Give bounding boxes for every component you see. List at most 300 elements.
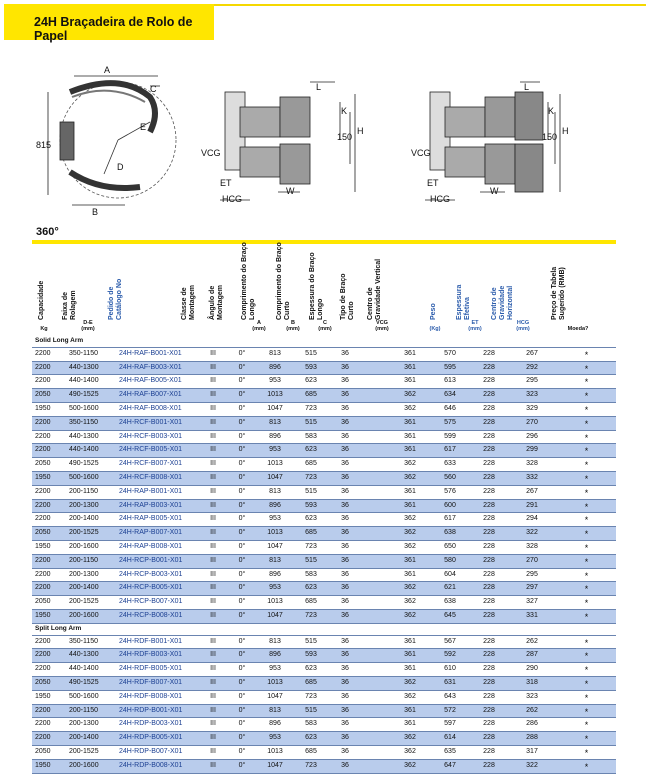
cell-capacidade: 2200	[32, 718, 69, 732]
cell-pedido: 24H-RCF-B007-X01	[119, 458, 199, 472]
section-label: Solid Long Arm	[32, 336, 616, 347]
cell-capacidade: 2200	[32, 375, 69, 389]
cell-classe: III	[199, 402, 227, 416]
dim-label-h-2: H	[562, 126, 569, 136]
header-comp-curto: Comprimento do Braço Curto	[276, 242, 291, 320]
cell-peso: 613	[429, 375, 471, 389]
cell-classe: III	[199, 554, 227, 568]
cell-peso: 560	[429, 471, 471, 485]
cell-capacidade: 2200	[32, 663, 69, 677]
cell-esp-efetiva: 228	[471, 527, 507, 541]
cell-tipo	[361, 663, 391, 677]
cell-classe: III	[199, 649, 227, 663]
cell-classe: III	[199, 540, 227, 554]
table-row	[32, 759, 616, 773]
cell-angulo: 0°	[227, 430, 257, 444]
cell-centro-h: 322	[507, 759, 557, 773]
table-section-header	[32, 623, 616, 635]
table-row	[32, 513, 616, 527]
cell-faixa: 500-1600	[69, 471, 119, 485]
cell-preco: *	[557, 416, 616, 430]
table-row	[32, 347, 616, 361]
cell-espessura: 36	[329, 718, 361, 732]
page-title: 24H Braçadeira de Rolo de Papel	[34, 15, 193, 43]
cell-espessura: 36	[329, 540, 361, 554]
cell-tipo	[361, 649, 391, 663]
cell-comp-curto: 623	[293, 663, 329, 677]
cell-angulo: 0°	[227, 347, 257, 361]
cell-comp-curto: 685	[293, 676, 329, 690]
cell-classe: III	[199, 568, 227, 582]
dim-label-815: 815	[36, 140, 52, 150]
cell-peso: 599	[429, 430, 471, 444]
cell-esp-efetiva: 228	[471, 582, 507, 596]
cell-classe: III	[199, 458, 227, 472]
cell-capacidade: 2200	[32, 704, 69, 718]
table-row	[32, 499, 616, 513]
header-esp-efetiva: Espessura Efetiva	[456, 284, 471, 320]
cell-espessura: 36	[329, 361, 361, 375]
table-row	[32, 635, 616, 649]
cell-faixa: 490-1525	[69, 389, 119, 403]
cell-tipo	[361, 513, 391, 527]
cell-peso: 621	[429, 582, 471, 596]
cell-pedido: 24H-RAF-B005-X01	[119, 375, 199, 389]
cell-centro-v: 362	[391, 402, 429, 416]
cell-faixa: 200-1600	[69, 759, 119, 773]
cell-centro-h: 323	[507, 389, 557, 403]
cell-comp-longo: 953	[257, 444, 293, 458]
cell-pedido: 24H-RDF-B005-X01	[119, 663, 199, 677]
section-label: Split Long Arm	[32, 623, 616, 635]
cell-comp-curto: 593	[293, 499, 329, 513]
cell-peso: 592	[429, 649, 471, 663]
cell-tipo	[361, 540, 391, 554]
cell-comp-curto: 623	[293, 582, 329, 596]
cell-capacidade: 2200	[32, 444, 69, 458]
cell-preco: *	[557, 347, 616, 361]
cell-faixa: 200-1600	[69, 540, 119, 554]
cell-preco: *	[557, 596, 616, 610]
cell-classe: III	[199, 444, 227, 458]
cell-preco: *	[557, 499, 616, 513]
cell-pedido: 24H-RDF-B003-X01	[119, 649, 199, 663]
cell-preco: *	[557, 389, 616, 403]
cell-comp-curto: 723	[293, 759, 329, 773]
cell-espessura: 36	[329, 663, 361, 677]
cell-classe: III	[199, 527, 227, 541]
cell-comp-curto: 685	[293, 745, 329, 759]
cell-esp-efetiva: 228	[471, 513, 507, 527]
cell-comp-curto: 623	[293, 444, 329, 458]
cell-espessura: 36	[329, 485, 361, 499]
cell-tipo	[361, 596, 391, 610]
table-row	[32, 540, 616, 554]
cell-faixa: 440-1400	[69, 663, 119, 677]
unit-centro-h: HCG (mm)	[516, 320, 530, 332]
cell-preco: *	[557, 485, 616, 499]
cell-centro-v: 361	[391, 361, 429, 375]
table-row	[32, 568, 616, 582]
cell-preco: *	[557, 527, 616, 541]
cell-preco: *	[557, 444, 616, 458]
cell-faixa: 200-1400	[69, 582, 119, 596]
cell-angulo: 0°	[227, 540, 257, 554]
cell-angulo: 0°	[227, 596, 257, 610]
cell-pedido: 24H-RAP-B005-X01	[119, 513, 199, 527]
cell-esp-efetiva: 228	[471, 444, 507, 458]
cell-angulo: 0°	[227, 402, 257, 416]
cell-capacidade: 2050	[32, 596, 69, 610]
unit-peso: (Kg)	[429, 326, 441, 332]
cell-espessura: 36	[329, 704, 361, 718]
cell-capacidade: 1950	[32, 690, 69, 704]
cell-preco: *	[557, 582, 616, 596]
table-row	[32, 745, 616, 759]
cell-angulo: 0°	[227, 649, 257, 663]
cell-centro-v: 362	[391, 596, 429, 610]
cell-pedido: 24H-RAP-B007-X01	[119, 527, 199, 541]
cell-centro-v: 362	[391, 458, 429, 472]
cell-tipo	[361, 582, 391, 596]
cell-faixa: 200-1400	[69, 732, 119, 746]
cell-comp-longo: 1047	[257, 402, 293, 416]
cell-comp-longo: 813	[257, 347, 293, 361]
cell-capacidade: 1950	[32, 471, 69, 485]
header-espessura: Espessura do Braço Longo	[309, 252, 324, 320]
cell-tipo	[361, 690, 391, 704]
cell-capacidade: 2200	[32, 499, 69, 513]
cell-espessura: 36	[329, 582, 361, 596]
cell-comp-longo: 1047	[257, 471, 293, 485]
cell-classe: III	[199, 718, 227, 732]
cell-espessura: 36	[329, 609, 361, 623]
dim-label-l-2: L	[524, 82, 530, 92]
cell-tipo	[361, 485, 391, 499]
cell-pedido: 24H-RDP-B001-X01	[119, 704, 199, 718]
cell-comp-longo: 1013	[257, 676, 293, 690]
cell-centro-v: 362	[391, 513, 429, 527]
cell-centro-h: 270	[507, 416, 557, 430]
cell-tipo	[361, 444, 391, 458]
cell-centro-v: 362	[391, 471, 429, 485]
cell-pedido: 24H-RCF-B003-X01	[119, 430, 199, 444]
cell-peso: 650	[429, 540, 471, 554]
cell-faixa: 500-1600	[69, 690, 119, 704]
cell-centro-h: 317	[507, 745, 557, 759]
cell-centro-v: 361	[391, 704, 429, 718]
cell-pedido: 24H-RCP-B008-X01	[119, 609, 199, 623]
cell-pedido: 24H-RAP-B008-X01	[119, 540, 199, 554]
cell-faixa: 490-1525	[69, 458, 119, 472]
cell-faixa: 440-1300	[69, 361, 119, 375]
cell-centro-h: 327	[507, 596, 557, 610]
cell-comp-longo: 813	[257, 554, 293, 568]
unit-capacidade: Kg	[40, 326, 48, 332]
unit-centro-v: VCG (mm)	[375, 320, 389, 332]
header-comp-longo: Comprimento do Braço Longo	[241, 242, 256, 320]
cell-comp-longo: 1047	[257, 540, 293, 554]
cell-classe: III	[199, 663, 227, 677]
cell-tipo	[361, 704, 391, 718]
cell-centro-v: 361	[391, 554, 429, 568]
cell-classe: III	[199, 361, 227, 375]
cell-comp-curto: 685	[293, 596, 329, 610]
cell-capacidade: 2200	[32, 732, 69, 746]
cell-comp-curto: 723	[293, 609, 329, 623]
cell-angulo: 0°	[227, 416, 257, 430]
cell-esp-efetiva: 228	[471, 416, 507, 430]
cell-capacidade: 2200	[32, 582, 69, 596]
cell-comp-longo: 1013	[257, 389, 293, 403]
cell-capacidade: 2200	[32, 361, 69, 375]
cell-peso: 643	[429, 690, 471, 704]
cell-centro-h: 329	[507, 402, 557, 416]
cell-capacidade: 2200	[32, 554, 69, 568]
unit-preco: Moeda?	[567, 326, 589, 332]
cell-peso: 567	[429, 635, 471, 649]
cell-classe: III	[199, 745, 227, 759]
cell-preco: *	[557, 540, 616, 554]
cell-pedido: 24H-RCP-B003-X01	[119, 568, 199, 582]
cell-esp-efetiva: 228	[471, 499, 507, 513]
cell-centro-v: 361	[391, 416, 429, 430]
table-row	[32, 704, 616, 718]
cell-pedido: 24H-RCP-B005-X01	[119, 582, 199, 596]
cell-comp-longo: 813	[257, 635, 293, 649]
cell-capacidade: 2050	[32, 458, 69, 472]
cell-pedido: 24H-RCF-B001-X01	[119, 416, 199, 430]
dim-label-c: C	[150, 84, 157, 94]
cell-espessura: 36	[329, 499, 361, 513]
cell-capacidade: 2050	[32, 527, 69, 541]
cell-peso: 572	[429, 704, 471, 718]
cell-centro-h: 267	[507, 485, 557, 499]
cell-centro-v: 361	[391, 375, 429, 389]
cell-centro-v: 362	[391, 759, 429, 773]
table-row	[32, 527, 616, 541]
cell-centro-v: 361	[391, 499, 429, 513]
cell-angulo: 0°	[227, 361, 257, 375]
header-peso: Peso	[430, 303, 437, 320]
cell-classe: III	[199, 389, 227, 403]
cell-comp-curto: 723	[293, 540, 329, 554]
cell-peso: 597	[429, 718, 471, 732]
cell-centro-v: 362	[391, 745, 429, 759]
cell-esp-efetiva: 228	[471, 649, 507, 663]
cell-esp-efetiva: 228	[471, 609, 507, 623]
unit-comp-longo: A (mm)	[252, 320, 266, 332]
cell-comp-curto: 623	[293, 513, 329, 527]
cell-comp-longo: 1013	[257, 527, 293, 541]
cell-capacidade: 2050	[32, 389, 69, 403]
cell-classe: III	[199, 582, 227, 596]
cell-centro-v: 362	[391, 609, 429, 623]
cell-centro-v: 362	[391, 732, 429, 746]
dim-label-et-2: ET	[427, 178, 439, 188]
cell-comp-curto: 623	[293, 732, 329, 746]
dim-label-hcg-2: HCG	[430, 194, 450, 204]
cell-espessura: 36	[329, 347, 361, 361]
cell-esp-efetiva: 228	[471, 732, 507, 746]
cell-classe: III	[199, 596, 227, 610]
cell-esp-efetiva: 228	[471, 347, 507, 361]
cell-preco: *	[557, 513, 616, 527]
section-title: 360°	[36, 226, 59, 238]
cell-pedido: 24H-RDF-B001-X01	[119, 635, 199, 649]
cell-pedido: 24H-RCF-B008-X01	[119, 471, 199, 485]
cell-centro-h: 295	[507, 568, 557, 582]
cell-comp-curto: 515	[293, 635, 329, 649]
cell-angulo: 0°	[227, 485, 257, 499]
cell-capacidade: 2050	[32, 676, 69, 690]
cell-angulo: 0°	[227, 568, 257, 582]
title-box	[4, 4, 214, 43]
table-row	[32, 554, 616, 568]
cell-centro-v: 362	[391, 540, 429, 554]
cell-comp-longo: 813	[257, 704, 293, 718]
cell-centro-h: 290	[507, 663, 557, 677]
cell-faixa: 440-1300	[69, 649, 119, 663]
cell-centro-h: 262	[507, 704, 557, 718]
cell-comp-curto: 515	[293, 704, 329, 718]
cell-preco: *	[557, 718, 616, 732]
cell-esp-efetiva: 228	[471, 635, 507, 649]
cell-tipo	[361, 527, 391, 541]
cell-classe: III	[199, 485, 227, 499]
dim-label-w-1: W	[286, 186, 295, 196]
cell-comp-curto: 623	[293, 375, 329, 389]
cell-espessura: 36	[329, 554, 361, 568]
cell-preco: *	[557, 402, 616, 416]
cell-espessura: 36	[329, 649, 361, 663]
cell-esp-efetiva: 228	[471, 402, 507, 416]
cell-centro-v: 361	[391, 444, 429, 458]
cell-pedido: 24H-RDP-B007-X01	[119, 745, 199, 759]
cell-centro-v: 361	[391, 430, 429, 444]
cell-faixa: 200-1150	[69, 704, 119, 718]
cell-angulo: 0°	[227, 609, 257, 623]
header-classe: Classe de Montagem	[181, 285, 196, 320]
cell-esp-efetiva: 228	[471, 540, 507, 554]
cell-peso: 614	[429, 732, 471, 746]
title-rule	[214, 4, 646, 6]
cell-preco: *	[557, 635, 616, 649]
cell-pedido: 24H-RAF-B008-X01	[119, 402, 199, 416]
cell-pedido: 24H-RCF-B005-X01	[119, 444, 199, 458]
cell-faixa: 440-1400	[69, 375, 119, 389]
cell-espessura: 36	[329, 745, 361, 759]
cell-comp-longo: 1047	[257, 759, 293, 773]
cell-faixa: 350-1150	[69, 416, 119, 430]
cell-tipo	[361, 568, 391, 582]
header-faixa: Faixa de Rolagem	[62, 290, 77, 320]
cell-esp-efetiva: 228	[471, 745, 507, 759]
table-row	[32, 582, 616, 596]
cell-esp-efetiva: 228	[471, 704, 507, 718]
cell-peso: 647	[429, 759, 471, 773]
cell-faixa: 350-1150	[69, 635, 119, 649]
cell-tipo	[361, 732, 391, 746]
cell-espessura: 36	[329, 416, 361, 430]
cell-peso: 600	[429, 499, 471, 513]
cell-comp-curto: 515	[293, 416, 329, 430]
cell-espessura: 36	[329, 676, 361, 690]
cell-angulo: 0°	[227, 718, 257, 732]
cell-angulo: 0°	[227, 582, 257, 596]
cell-centro-h: 299	[507, 444, 557, 458]
cell-esp-efetiva: 228	[471, 389, 507, 403]
cell-angulo: 0°	[227, 663, 257, 677]
cell-comp-curto: 515	[293, 347, 329, 361]
cell-peso: 570	[429, 347, 471, 361]
cell-peso: 576	[429, 485, 471, 499]
cell-espessura: 36	[329, 389, 361, 403]
cell-classe: III	[199, 759, 227, 773]
cell-esp-efetiva: 228	[471, 759, 507, 773]
cell-tipo	[361, 402, 391, 416]
cell-comp-longo: 953	[257, 732, 293, 746]
table-row	[32, 389, 616, 403]
cell-angulo: 0°	[227, 759, 257, 773]
cell-angulo: 0°	[227, 375, 257, 389]
cell-pedido: 24H-RDP-B008-X01	[119, 759, 199, 773]
cell-faixa: 200-1300	[69, 499, 119, 513]
cell-centro-v: 361	[391, 635, 429, 649]
cell-capacidade: 2200	[32, 347, 69, 361]
cell-comp-curto: 583	[293, 430, 329, 444]
cell-angulo: 0°	[227, 458, 257, 472]
cell-comp-longo: 1013	[257, 458, 293, 472]
cell-tipo	[361, 554, 391, 568]
unit-faixa: D-E (mm)	[81, 320, 95, 332]
cell-faixa: 200-1300	[69, 568, 119, 582]
table-row	[32, 485, 616, 499]
cell-centro-h: 291	[507, 499, 557, 513]
cell-comp-longo: 953	[257, 663, 293, 677]
cell-preco: *	[557, 676, 616, 690]
cell-classe: III	[199, 732, 227, 746]
cell-preco: *	[557, 745, 616, 759]
cell-tipo	[361, 389, 391, 403]
cell-preco: *	[557, 732, 616, 746]
cell-capacidade: 1950	[32, 540, 69, 554]
dim-label-k-2: K	[548, 106, 555, 116]
cell-tipo	[361, 430, 391, 444]
cell-espessura: 36	[329, 458, 361, 472]
cell-peso: 646	[429, 402, 471, 416]
cell-preco: *	[557, 609, 616, 623]
dim-label-w-2: W	[490, 186, 499, 196]
table-row	[32, 471, 616, 485]
cell-esp-efetiva: 228	[471, 596, 507, 610]
cell-peso: 595	[429, 361, 471, 375]
header-centro-h: Centro de Gravidade Horizontal	[491, 285, 514, 320]
cell-espessura: 36	[329, 375, 361, 389]
cell-comp-curto: 583	[293, 568, 329, 582]
cell-capacidade: 2200	[32, 649, 69, 663]
cell-pedido: 24H-RAF-B003-X01	[119, 361, 199, 375]
cell-comp-curto: 583	[293, 718, 329, 732]
cell-tipo	[361, 416, 391, 430]
cell-classe: III	[199, 416, 227, 430]
table-row	[32, 676, 616, 690]
cell-tipo	[361, 347, 391, 361]
cell-comp-longo: 896	[257, 649, 293, 663]
cell-comp-longo: 1013	[257, 745, 293, 759]
cell-espessura: 36	[329, 596, 361, 610]
table-row	[32, 663, 616, 677]
